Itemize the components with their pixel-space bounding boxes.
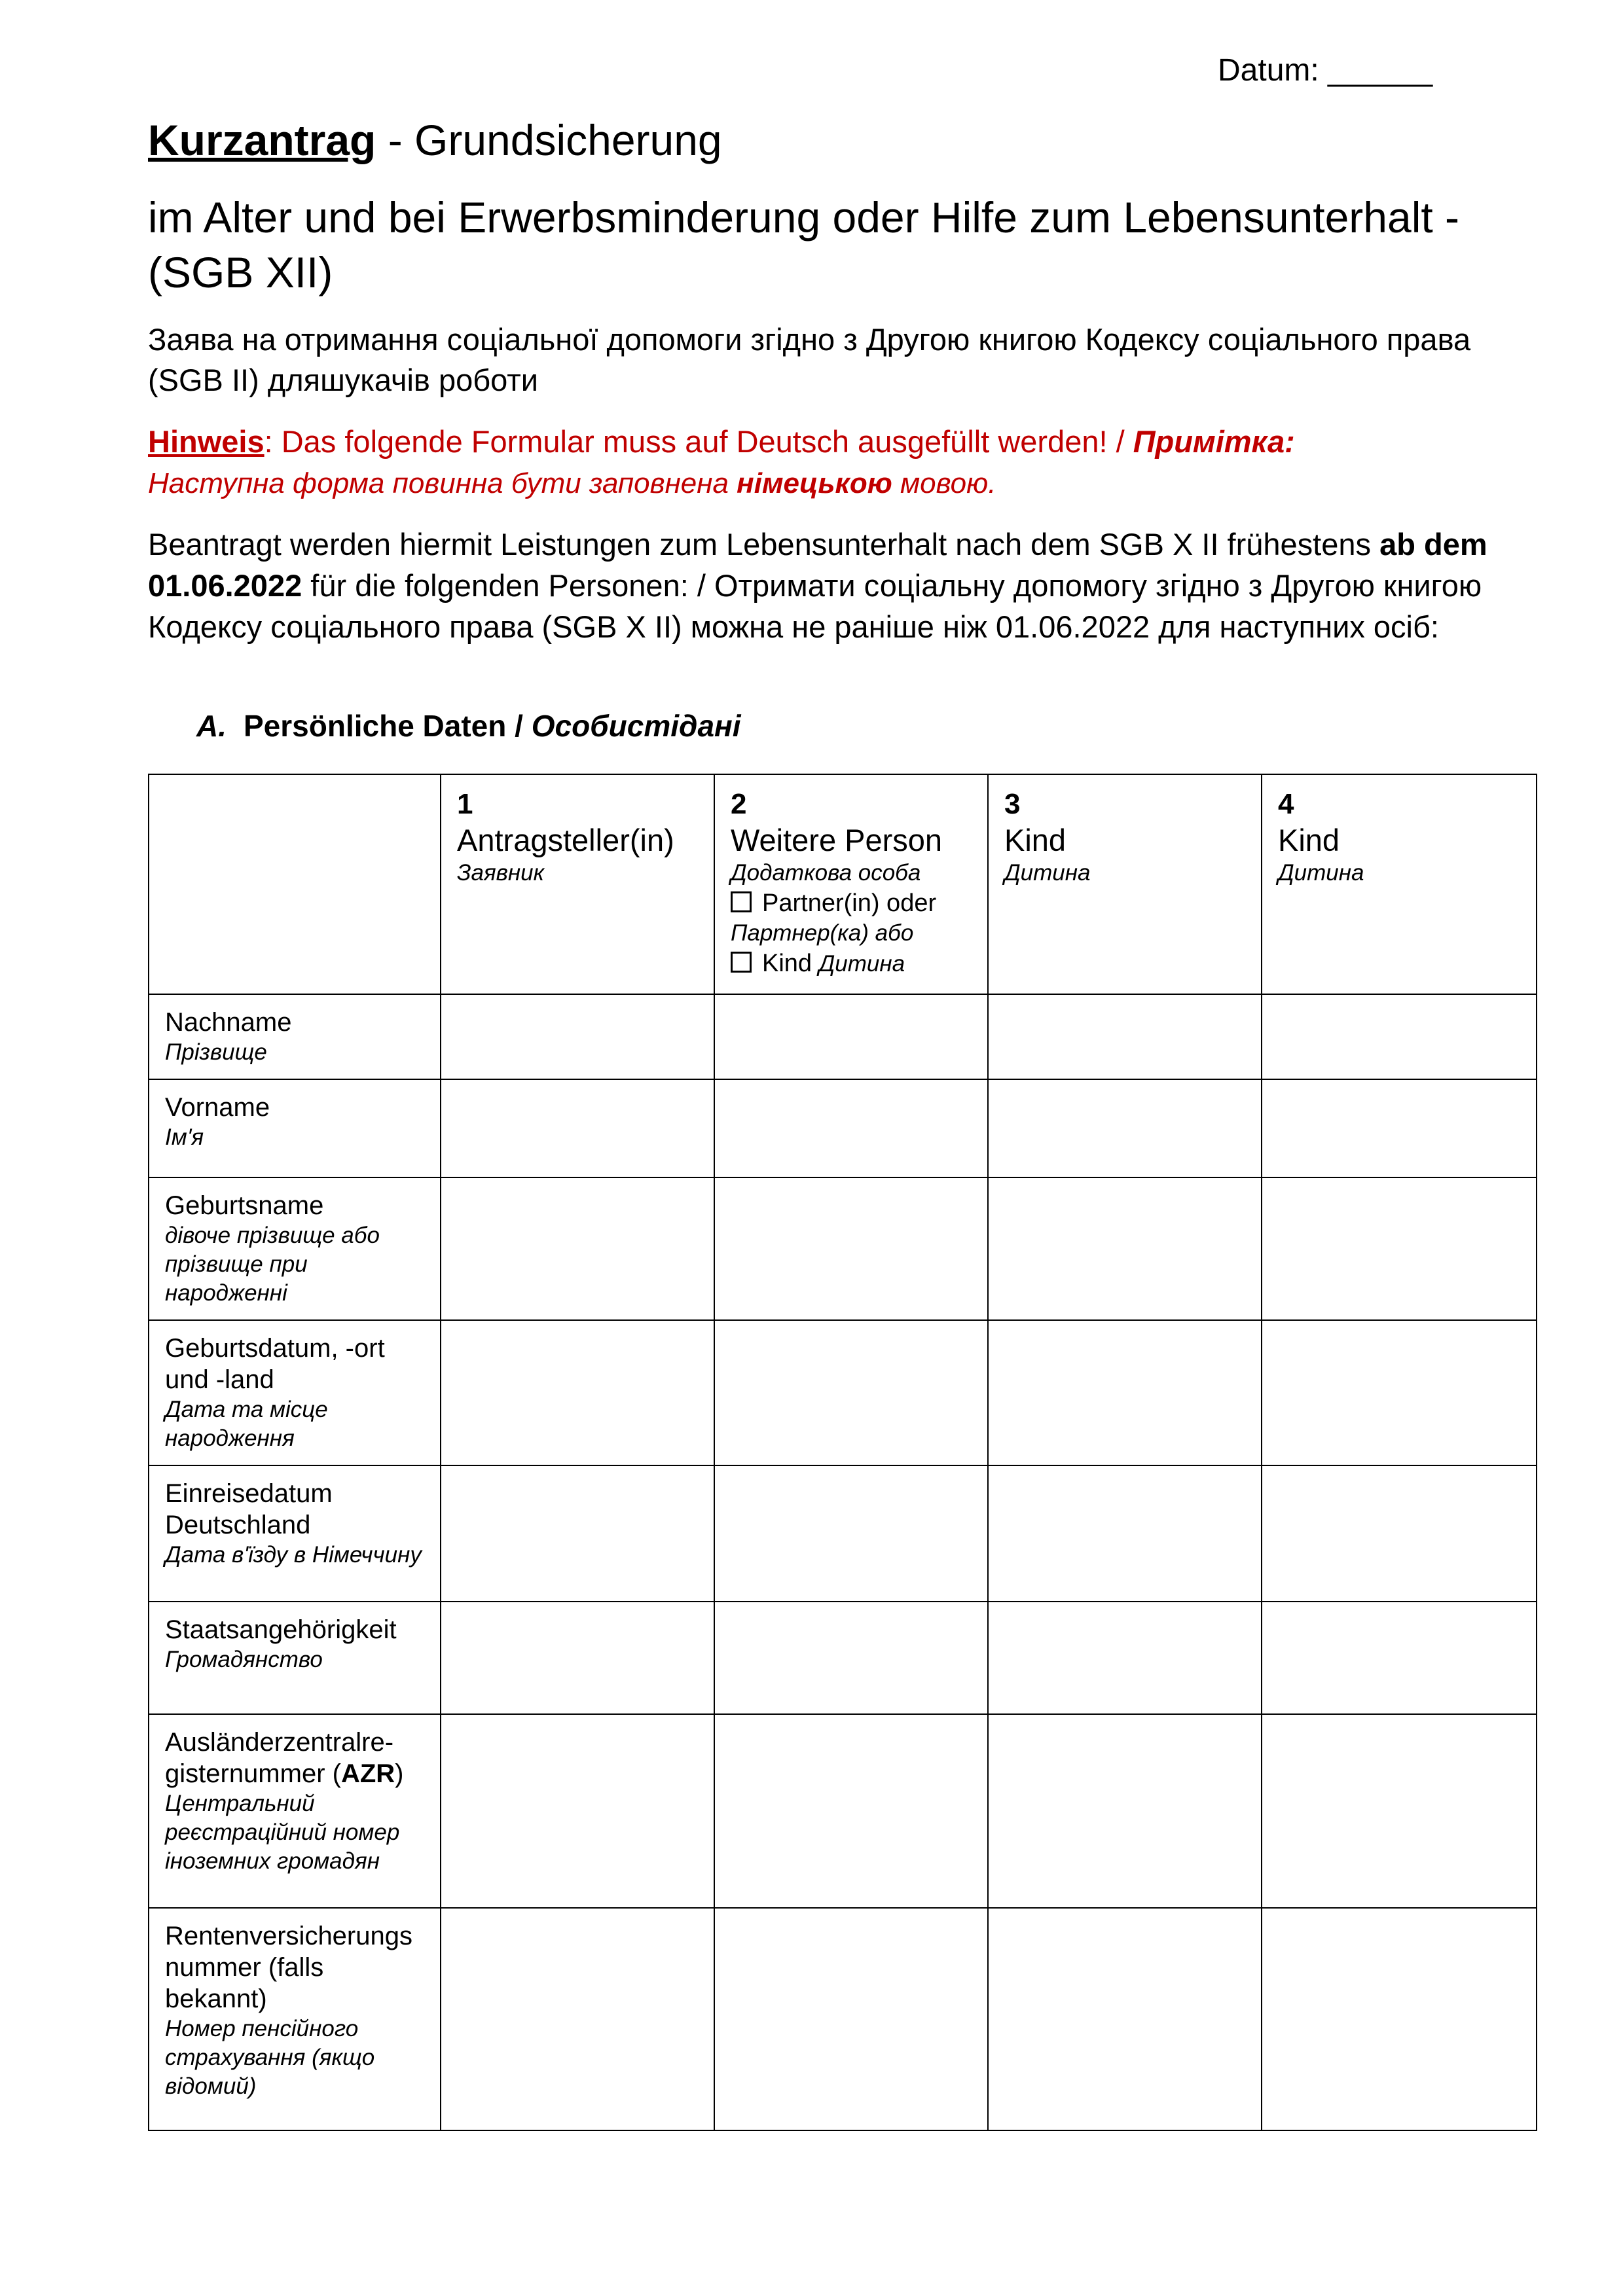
row-label-de-bold: AZR — [340, 1759, 395, 1788]
table-row — [149, 1602, 1537, 1714]
intro-part1: Beantragt werden hiermit Leistungen zum Lebensunterhalt nach dem SGB X II frühestens — [148, 527, 1380, 562]
row-label-uk: Номер пенсійного страхування (якщо відомий) — [165, 2016, 375, 2099]
input-cell[interactable] — [1262, 1320, 1537, 1465]
header-row — [149, 774, 1537, 994]
table-row — [149, 994, 1537, 1079]
child-option-label: Kind — [762, 950, 812, 977]
row-label-uk: дівоче прізвище або прізвище при народженні — [165, 1223, 380, 1306]
section-letter: A. — [196, 709, 227, 743]
input-cell[interactable] — [714, 1602, 988, 1714]
row-label — [149, 1908, 441, 2130]
row-label-de-text: Ausländerzentralre-gisternummer ( — [165, 1728, 394, 1788]
col-number: 3 — [1004, 788, 1021, 820]
input-cell[interactable] — [714, 1320, 988, 1465]
input-cell[interactable] — [441, 1602, 714, 1714]
input-cell[interactable] — [441, 1320, 714, 1465]
notice-label: Hinweis — [148, 424, 264, 459]
row-label-uk: Ім'я — [165, 1124, 204, 1150]
input-cell[interactable] — [988, 1602, 1262, 1714]
col-label-uk: Додаткова особа — [731, 860, 921, 886]
input-cell[interactable] — [714, 1465, 988, 1602]
table-row — [149, 1079, 1537, 1177]
table-row — [149, 1908, 1537, 2130]
notice-text-uk-bold: німецькою — [737, 467, 892, 499]
intro-date: ab dem 01.06.2022 — [148, 527, 1487, 603]
row-label-de: Geburtsdatum, -ort und -land — [165, 1334, 385, 1394]
input-cell[interactable] — [441, 994, 714, 1079]
input-cell[interactable] — [1262, 1714, 1537, 1908]
header-col-4 — [1262, 774, 1537, 994]
section-title: Persönliche Daten / — [244, 709, 532, 743]
input-cell[interactable] — [441, 1908, 714, 2130]
row-label-uk: Центральний реєстраційний номер іноземних громадян — [165, 1791, 400, 1874]
table-row — [149, 1320, 1537, 1465]
input-cell[interactable] — [714, 1908, 988, 2130]
section-heading — [196, 708, 741, 744]
header-col-3 — [988, 774, 1262, 994]
row-label — [149, 1177, 441, 1320]
form-subtitle: im Alter und bei Erwerbsminderung oder Hilfe zum Lebensunterhalt - (SGB XII) — [148, 193, 1460, 296]
section-title-uk: Особистідані — [531, 709, 741, 743]
partner-option[interactable] — [731, 888, 972, 919]
col-number: 2 — [731, 788, 747, 820]
row-label-de: Vorname — [165, 1093, 270, 1122]
input-cell[interactable] — [441, 1465, 714, 1602]
input-cell[interactable] — [1262, 1465, 1537, 1602]
row-label-uk: Дата та місце народження — [165, 1397, 328, 1451]
row-label-de-end: ) — [395, 1759, 404, 1788]
row-label-uk: Дата в'їзду в Німеччину — [165, 1542, 422, 1568]
partner-option-label: Partner(in) oder — [762, 889, 937, 917]
table-row — [149, 1465, 1537, 1602]
input-cell[interactable] — [1262, 1079, 1537, 1177]
row-label — [149, 994, 441, 1079]
header-empty-cell — [149, 774, 441, 994]
row-label-uk: Прізвище — [165, 1039, 267, 1065]
input-cell[interactable] — [441, 1714, 714, 1908]
col-label: Kind — [1278, 823, 1340, 857]
row-label — [149, 1602, 441, 1714]
row-label — [149, 1320, 441, 1465]
row-label — [149, 1714, 441, 1908]
table-row — [149, 1714, 1537, 1908]
form-title-rest: - Grundsicherung — [376, 116, 722, 164]
row-label-uk: Громадянство — [165, 1647, 323, 1672]
input-cell[interactable] — [1262, 994, 1537, 1079]
input-cell[interactable] — [988, 1908, 1262, 2130]
input-cell[interactable] — [714, 1177, 988, 1320]
input-cell[interactable] — [714, 1079, 988, 1177]
row-label-de — [165, 1727, 424, 1789]
intro-part2: für die folgenden Personen: / Отримати соціальну допомогу згідно з Другою книгою Кодексу соціального права (SGB X II) можна не раніше ніж 01.06.2022 для наступних осіб: — [148, 568, 1482, 644]
input-cell[interactable] — [988, 994, 1262, 1079]
row-label — [149, 1079, 441, 1177]
input-cell[interactable] — [988, 1177, 1262, 1320]
input-cell[interactable] — [1262, 1177, 1537, 1320]
intro-paragraph — [148, 524, 1497, 647]
header-col-1 — [441, 774, 714, 994]
partner-option-uk: Партнер(ка) або — [731, 920, 914, 946]
notice — [148, 422, 1556, 504]
input-cell[interactable] — [441, 1177, 714, 1320]
input-cell[interactable] — [988, 1714, 1262, 1908]
input-cell[interactable] — [1262, 1908, 1537, 2130]
input-cell[interactable] — [441, 1079, 714, 1177]
child-option[interactable] — [731, 948, 972, 979]
input-cell[interactable] — [714, 994, 988, 1079]
checkbox-icon[interactable] — [731, 952, 752, 973]
notice-text-uk-a: Наступна форма повинна бути заповнена — [148, 467, 737, 499]
personal-data-table — [148, 774, 1537, 2131]
notice-text-de: Das folgende Formular muss auf Deutsch ausgefüllt werden! / — [272, 424, 1133, 459]
input-cell[interactable] — [988, 1465, 1262, 1602]
notice-colon: : — [264, 424, 273, 459]
form-title-main: Kurzantrag — [148, 116, 376, 164]
input-cell[interactable] — [714, 1714, 988, 1908]
col-label-uk: Заявник — [457, 860, 545, 886]
col-label-uk: Дитина — [1004, 860, 1091, 886]
checkbox-icon[interactable] — [731, 891, 752, 912]
notice-label-uk: Примітка: — [1133, 424, 1295, 459]
col-label: Antragsteller(in) — [457, 823, 674, 857]
row-label-de: Einreisedatum Deutschland — [165, 1479, 333, 1539]
datum-field[interactable]: Datum: ______ — [1218, 53, 1433, 88]
row-label-de: Nachname — [165, 1008, 292, 1037]
input-cell[interactable] — [988, 1320, 1262, 1465]
row-label-de: Staatsangehörigkeit — [165, 1615, 397, 1644]
notice-text-uk-b: мовою. — [892, 467, 996, 499]
form-title — [148, 115, 722, 165]
col-label: Weitere Person — [731, 823, 943, 857]
input-cell[interactable] — [1262, 1602, 1537, 1714]
child-option-uk: Дитина — [818, 951, 905, 977]
row-label-de: Rentenversicherungs nummer (falls bekannt) — [165, 1922, 412, 2013]
ukrainian-subtitle: Заява на отримання соціальної допомоги згідно з Другою книгою Кодексу соціального права (SGB II) дляшукачів роботи — [148, 322, 1471, 397]
row-label-de: Geburtsname — [165, 1191, 324, 1220]
row-label — [149, 1465, 441, 1602]
header-col-2 — [714, 774, 988, 994]
table-row — [149, 1177, 1537, 1320]
input-cell[interactable] — [988, 1079, 1262, 1177]
col-label: Kind — [1004, 823, 1067, 857]
col-number: 4 — [1278, 788, 1294, 820]
col-label-uk: Дитина — [1278, 860, 1364, 886]
col-number: 1 — [457, 788, 473, 820]
